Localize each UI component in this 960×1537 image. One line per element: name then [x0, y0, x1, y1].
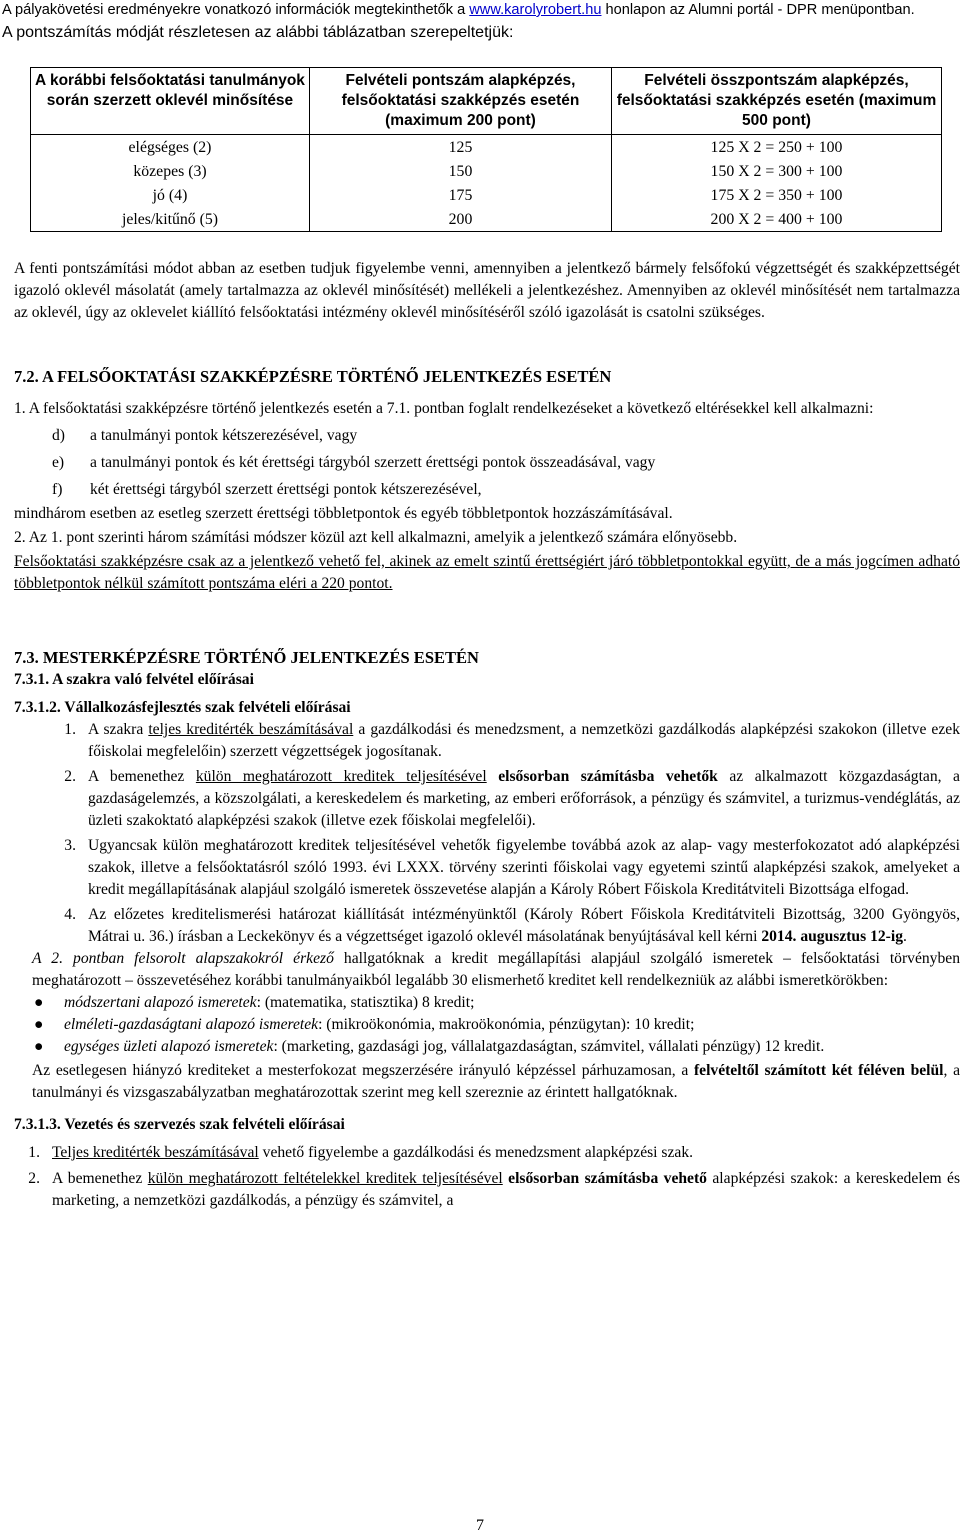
list-item [14, 1036, 960, 1058]
table-cell: jó (4) [31, 183, 310, 207]
section-heading-7-2: 7.2. A FELSŐOKTATÁSI SZAKKÉPZÉSRE TÖRTÉNŐ JELENTKEZÉS ESETÉN [14, 367, 612, 386]
table-cell: 200 X 2 = 400 + 100 [612, 207, 942, 232]
table-row [31, 159, 942, 183]
alumni-info-text-end: honlapon az Alumni portál - DPR menüpontban. [605, 2, 915, 18]
list-marker: 3. [64, 837, 76, 854]
list-text: Ugyancsak külön meghatározott kreditek teljesítésével vehetők figyelembe továbbá azok az alap- vagy mesterfokozatot adó alapképzési szakok, illetve a felsőoktatásról szóló 1993. évi LXXX. törvény szerinti főiskolai vagy egyetemi szintű alapképzési szakok, amelyeket a kredit megállapításának alapjául szolgáló ismeretek összevetése alapján a Károly Róbert Főiskola Kreditátviteli Bizottsága elfogad. [88, 837, 960, 898]
list-text: egységes üzleti alapozó ismeretek: (marketing, gazdasági jog, vállalatgazdaságtan, számvitel, vállalati pénzügy) 12 kredit. [64, 1038, 825, 1055]
alumni-info-text: A pályakövetési eredményekre vonatkozó információk megtekinthetők a [2, 2, 466, 18]
list-item [14, 904, 960, 948]
table-cell: elégséges (2) [31, 135, 310, 160]
list-marker: 1. [64, 721, 76, 738]
table-cell: 125 [310, 135, 612, 160]
list-item [14, 452, 960, 474]
table-cell: 200 [310, 207, 612, 232]
section-heading-7-3: 7.3. MESTERKÉPZÉSRE TÖRTÉNŐ JELENTKEZÉS ESETÉN [14, 648, 479, 667]
table-intro: A pontszámítás módját részletesen az alábbi táblázatban szerepeltetjük: [2, 24, 514, 41]
list-text: Teljes kreditérték beszámításával vehető figyelembe a gazdálkodási és menedzsment alapképzési szak. [52, 1144, 694, 1161]
alumni-info-line [0, 0, 960, 20]
list-marker: 4. [64, 906, 76, 923]
list-marker: d) [52, 427, 65, 444]
list-marker: 1. [28, 1144, 40, 1161]
list-text: A bemenethez külön meghatározott feltételekkel kreditek teljesítésével elsősorban számításba vehető alapképzési szakok: a kereskedelem és marketing, a nemzetközi gazdálkodás, a pénzügy és számvitel, a [52, 1170, 960, 1209]
bullet-icon: ● [34, 1038, 44, 1055]
list-marker: f) [52, 481, 63, 498]
table-cell: 150 [310, 159, 612, 183]
document-body [14, 67, 960, 1212]
list-text: elméleti-gazdaságtani alapozó ismeretek: (mikroökonómia, makroökonómia, pénzügytan): 10 kredit; [64, 1016, 695, 1033]
list-text: a tanulmányi pontok kétszerezésével, vagy [90, 427, 358, 444]
bullet-icon: ● [34, 1016, 44, 1033]
table-cell: 175 X 2 = 350 + 100 [612, 183, 942, 207]
karolyrobert-link[interactable]: www.karolyrobert.hu [469, 2, 602, 18]
list-text: a tanulmányi pontok és két érettségi tárgyból szerzett érettségi pontok összeadásával, vagy [90, 454, 656, 471]
table-header-cell: A korábbi felsőoktatási tanulmányok során szerzett oklevél minősítése [31, 68, 310, 135]
list-item [14, 992, 960, 1014]
paragraph: mindhárom esetben az esetleg szerzett érettségi többletpontok és egyéb többletpontok hozzászámításával. [14, 505, 673, 522]
list-text: A bemenethez külön meghatározott kreditek teljesítésével elsősorban számításba vehetők az alkalmazott közgazdaságtan, a gazdaságelemzés, a közszolgálati, a kereskedelem és marketing, az emberi erőforrások, a pénzügy és számvitel, a turizmus-vendéglátás, az üzleti szakoktató alapképzési szakok (illetve ezek főiskolai megfelelői). [88, 768, 960, 829]
list-item [14, 835, 960, 901]
table-header-cell: Felvételi pontszám alapképzés, felsőoktatási szakképzés esetén (maximum 200 pont) [310, 68, 612, 135]
table-cell: 125 X 2 = 250 + 100 [612, 135, 942, 160]
list-item [14, 1014, 960, 1036]
list-item [14, 766, 960, 832]
table-row [31, 183, 942, 207]
table-header-row [31, 68, 942, 135]
points-table [30, 67, 942, 232]
list-marker: 2. [64, 768, 76, 785]
table-cell: 175 [310, 183, 612, 207]
list-text: A szakra teljes kreditérték beszámításával a gazdálkodási és menedzsment, a nemzetközi gazdálkodás alapképzési szakokon (illetve ezek főiskolai megfelelőin) szerzett végzettségek jogosítanak. [88, 721, 960, 760]
list-text: Az előzetes kreditelismerési határozat kiállítását intézményünktől (Károly Róbert Főiskola Kreditátviteli Bizottság, 3200 Gyöngyös, Mátrai u. 36.) írásban a Leckekönyv és a végzettséget igazoló oklevél másolatának benyújtásával kell kérni 2014. augusztus 12-ig. [88, 906, 960, 945]
list-item [14, 1142, 960, 1164]
list-text: két érettségi tárgyból szerzett érettségi pontok kétszerezésével, [90, 481, 482, 498]
subsection-heading: 7.3.1.2. Vállalkozásfejlesztés szak felvételi előírásai [14, 699, 351, 716]
paragraph: A fenti pontszámítási módot abban az esetben tudjuk figyelembe venni, amennyiben a jelentkező bármely felsőfokú végzettségét és szakképzettségét igazoló oklevél másolatát (amely tartalmazza az oklevél minősítését) mellékeli a jelentkezéshez. Amennyiben az oklevél minősítését nem tartalmazza az oklevél, úgy az oklevelet kiállító felsőoktatási intézmény oklevél minősítéséről szóló igazolását is csatolni szükséges. [14, 260, 960, 321]
list-marker: 2. [28, 1170, 40, 1187]
table-cell: közepes (3) [31, 159, 310, 183]
table-row [31, 207, 942, 232]
subsection-heading: 7.3.1. A szakra való felvétel előírásai [14, 671, 254, 688]
page-number: 7 [476, 1517, 484, 1534]
paragraph: A 2. pontban felsorolt alapszakokról érkező hallgatóknak a kredit megállapítási alapjául szolgáló ismeretek – felsőoktatási törvényben meghatározott – összevetéséhez korábbi tanulmányaikból legalább 30 elismerhető kreditet kell rendelkezniük az alábbi ismeretkörökben: [32, 950, 960, 989]
list-item [14, 719, 960, 763]
list-item [14, 425, 960, 447]
list-item [14, 1168, 960, 1212]
bullet-icon: ● [34, 994, 44, 1011]
page-header [0, 0, 960, 44]
table-cell: jeles/kitűnő (5) [31, 207, 310, 232]
table-cell: 150 X 2 = 300 + 100 [612, 159, 942, 183]
paragraph: Az esetlegesen hiányzó krediteket a mesterfokozat megszerzésére irányuló képzéssel párhuzamosan, a felvételtől számított két féléven belül, a tanulmányi és vizsgaszabályzatban meghatározottak szerint meg kell szerezniе az érintett hallgatóknak. [32, 1062, 960, 1101]
list-marker: e) [52, 454, 65, 471]
subsection-heading: 7.3.1.3. Vezetés és szervezés szak felvételi előírásai [14, 1116, 345, 1133]
paragraph: 1. A felsőoktatási szakképzésre történő jelentkezés esetén a 7.1. pontban foglalt rendelkezéseket a következő eltérésekkel kell alkalmazni: [14, 400, 874, 417]
paragraph: 2. Az 1. pont szerinti három számítási módszer közül azt kell alkalmazni, amelyik a jelentkező számára előnyösebb. [14, 529, 738, 546]
list-text: módszertani alapozó ismeretek: (matematika, statisztika) 8 kredit; [64, 994, 475, 1011]
paragraph: Felsőoktatási szakképzésre csak az a jelentkező vehető fel, akinek az emelt szintű érettségiért járó többletpontokkal együtt, de a más jogcímen adható többletpontok nélkül számított pontszáma eléri a 220 pontot. [14, 553, 960, 592]
table-row [31, 135, 942, 160]
list-item [14, 479, 960, 501]
table-header-cell: Felvételi összpontszám alapképzés, felsőoktatási szakképzés esetén (maximum 500 pont) [612, 68, 942, 135]
